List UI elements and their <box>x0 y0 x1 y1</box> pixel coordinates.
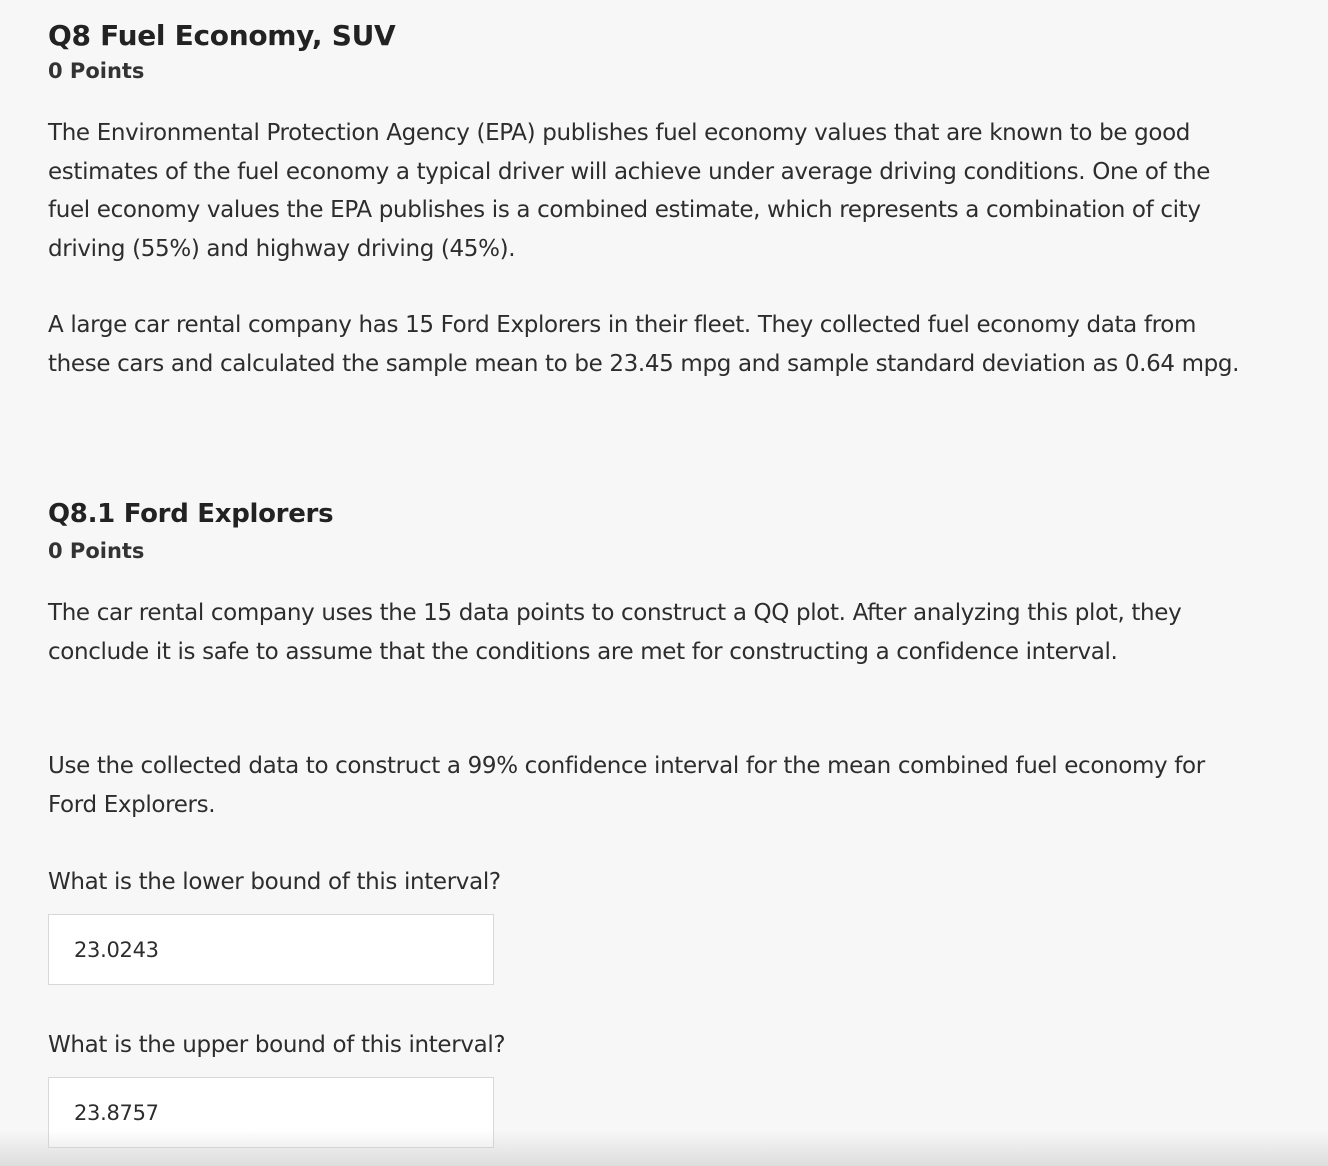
upper-bound-prompt: What is the upper bound of this interval? <box>48 1032 506 1058</box>
subquestion-title: Q8.1 Ford Explorers <box>48 499 334 529</box>
subquestion-points: 0 Points <box>48 539 145 563</box>
lower-bound-prompt: What is the lower bound of this interval? <box>48 869 501 895</box>
question-title: Q8 Fuel Economy, SUV <box>48 19 396 52</box>
upper-bound-value: 23.8757 <box>74 1100 159 1125</box>
subquestion-paragraph-qq: The car rental company uses the 15 data points to construct a QQ plot. After analyzing this plot, they conclude it is safe to assume that the conditions are met for constructing a confidence interval. <box>48 600 1182 665</box>
subquestion-paragraph-ci: Use the collected data to construct a 99% confidence interval for the mean combined fuel economy for Ford Explorers. <box>48 753 1205 818</box>
lower-bound-input[interactable] <box>48 914 494 985</box>
question-paragraph-fleet: A large car rental company has 15 Ford Explorers in their fleet. They collected fuel economy data from these cars and calculated the sample mean to be 23.45 mpg and sample standard deviation as 0.64 mpg. <box>48 312 1240 377</box>
upper-bound-input[interactable] <box>48 1077 494 1148</box>
question-paragraph-epa: The Environmental Protection Agency (EPA) publishes fuel economy values that are known to be good estimates of the fuel economy a typical driver will achieve under average driving conditions. One of the fuel economy values the EPA publishes is a combined estimate, which represents a combination of city driving (55%) and highway driving (45%). <box>48 120 1211 262</box>
question-points: 0 Points <box>48 59 145 83</box>
lower-bound-value: 23.0243 <box>74 937 159 962</box>
